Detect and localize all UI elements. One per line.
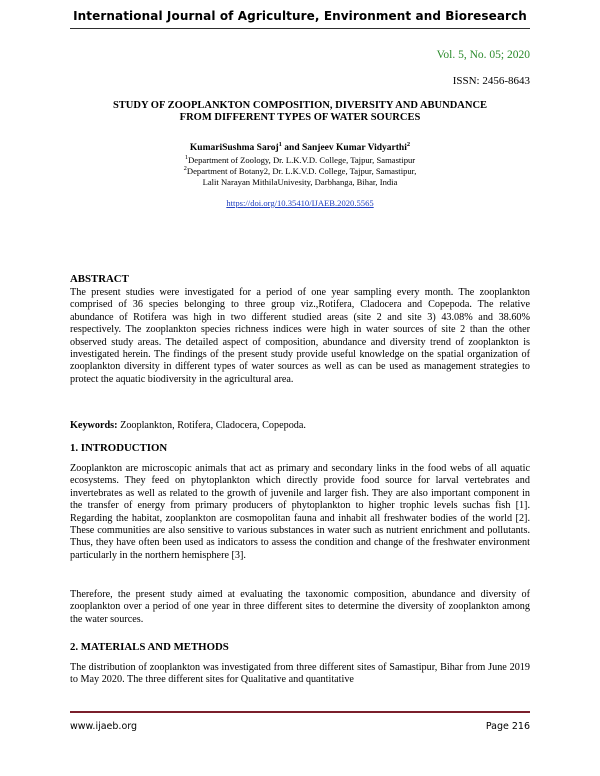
abstract-heading: ABSTRACT xyxy=(70,273,129,285)
volume-issue: Vol. 5, No. 05; 2020 xyxy=(436,49,530,61)
affiliation-3: Lalit Narayan MithilaUnivesity, Darbhanga, Bihar, India xyxy=(202,177,398,187)
introduction-paragraph-1: Zooplankton are microscopic animals that act as primary and secondary links in the food webs of all aquatic ecosystems. They feed on phytoplankton which directly provide food source for larval vertebrates and invertebrates as well as related to the growth of juvenile and larger fish. They are also important component in the transfer of energy from primary producers of phytoplankton to higher trophic levels suchas fish [1]. Regarding the habitat, zooplankton are cosmopolitan fauna and inhabit all freshwater bodies of the world [2]. These communities are also sensitive to various substances in water such as nutrient enrichment and pollutants. Thus, they have often been used as indicators to assess the condition and change of the freshwater environment particularly in the northern hemisphere [3]. xyxy=(70,463,530,561)
methods-heading: 2. MATERIALS AND METHODS xyxy=(70,641,229,653)
affiliation-1-mark: 1 xyxy=(184,154,189,162)
affiliation-1-text: Department of Zoology, Dr. L.K.V.D. College, Tajpur, Samastipur xyxy=(188,155,416,165)
author-2-affil-mark: 2 xyxy=(406,140,411,148)
paper-title-line-2: FROM DIFFERENT TYPES OF WATER SOURCES xyxy=(179,112,421,123)
affiliation-2-text: Department of Botany2, Dr. L.K.V.D. College, Tajpur, Samastipur, xyxy=(186,166,417,176)
authors xyxy=(0,140,600,153)
journal-title: International Journal of Agriculture, Environment and Bioresearch xyxy=(73,9,527,23)
abstract-text: The present studies were investigated for a period of one year sampling every month. The zooplankton comprised of 36 species belonging to three group viz.,Rotifera, Cladocera and Copepoda. The relative abundance of Rotifera was high in two different studied areas (site 2 and site 3) 43.08% and 38.60% respectively. The zooplankton species richness indices were high in water sources of site 2 than the other observed study areas. The detailed aspect of composition, abundance and diversity trend of zooplankton is investigated herein. The findings of the present study provide useful knowledge on the spatial organization of zooplankton diversity in different types of water sources as well as can be used as management strategies to protect the aquatic biodiversity in the agricultural area. xyxy=(70,287,530,385)
author-joiner: and Sanjeev Kumar Vidyarthi xyxy=(281,143,407,153)
paper-title xyxy=(70,100,530,124)
footer-divider xyxy=(70,711,530,713)
paper-title-line-1: STUDY OF ZOOPLANKTON COMPOSITION, DIVERSITY AND ABUNDANCE xyxy=(112,100,488,111)
introduction-paragraph-2: Therefore, the present study aimed at evaluating the taxonomic composition, abundance and diversity of zooplankton over a period of one year in three different sites to determine the diversity of zooplankton among the water sources. xyxy=(70,589,530,625)
header-divider xyxy=(70,28,530,29)
author-1: KumariSushma Saroj xyxy=(189,143,279,153)
footer-page-number: Page 216 xyxy=(485,721,530,732)
author-1-affil-mark: 1 xyxy=(278,140,282,148)
keywords-text: Zooplankton, Rotifera, Cladocera, Copepoda. xyxy=(117,420,306,431)
doi-link[interactable]: https://doi.org/10.35410/IJAEB.2020.5565 xyxy=(226,198,374,208)
introduction-heading: 1. INTRODUCTION xyxy=(70,442,168,454)
methods-text: The distribution of zooplankton was investigated from three different sites of Samastipur, Bihar from June 2019 to May 2020. The three different sites for Qualitative and quantitative xyxy=(70,662,530,686)
affiliation-2 xyxy=(0,166,600,177)
affiliation-1 xyxy=(0,155,600,166)
keywords xyxy=(70,420,530,432)
keywords-label: Keywords: xyxy=(70,420,118,431)
issn: ISSN: 2456-8643 xyxy=(452,75,530,87)
footer-website[interactable]: www.ijaeb.org xyxy=(70,721,138,732)
affiliation-2-mark: 2 xyxy=(183,165,187,173)
